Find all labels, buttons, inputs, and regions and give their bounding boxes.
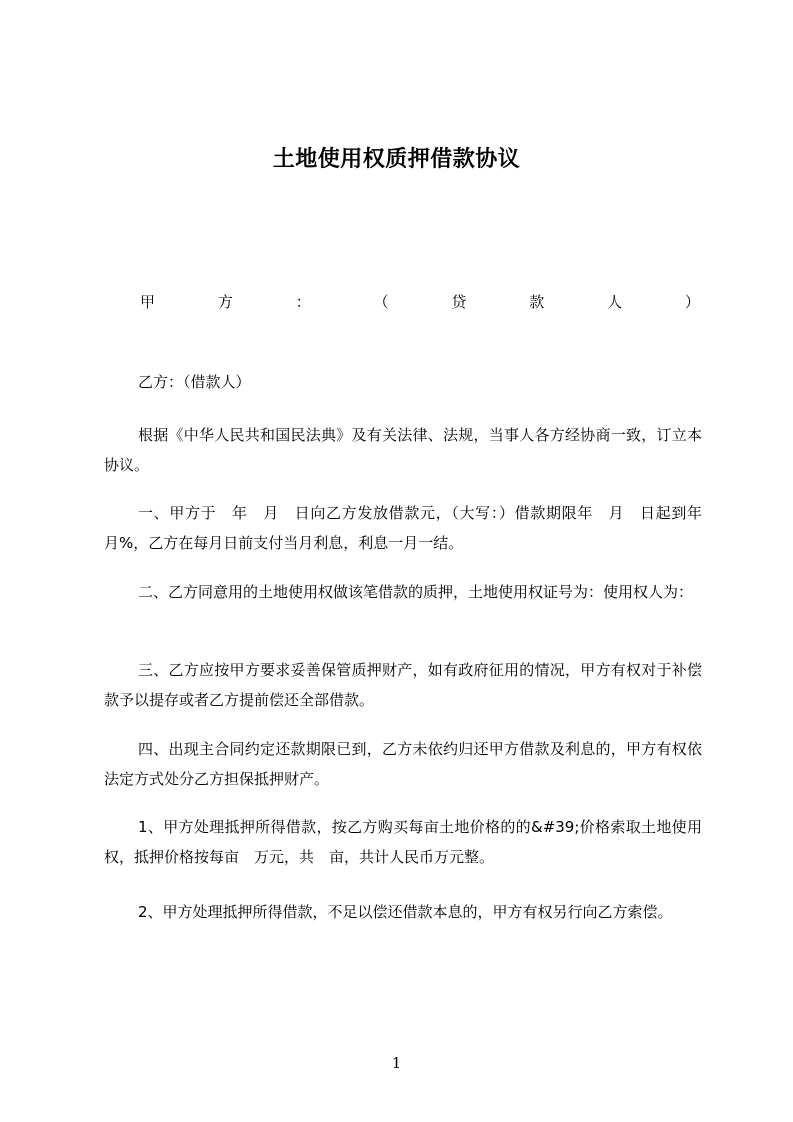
party-a-char: ）	[684, 293, 700, 311]
sub-clause-2-paragraph: 2、甲方处理抵押所得借款，不足以偿还借款本息的，甲方有权另行向乙方索偿。	[138, 903, 673, 921]
sub-clause-1-paragraph: 1、甲方处理抵押所得借款，按乙方购买每亩土地价格的的&#39;价格索取土地使用权，抵押价格按每亩 万元，共 亩，共计人民币万元整。	[104, 818, 702, 866]
party-a-char: 甲	[140, 293, 156, 311]
clause-1-paragraph: 一、甲方于 年 月 日向乙方发放借款元，（大写：）借款期限年 月 日起到年月%，乙方在每月日前支付当月利息，利息一月一结。	[104, 504, 702, 552]
document-title: 土地使用权质押借款协议	[272, 147, 521, 172]
clause-2-paragraph: 二、乙方同意用的土地使用权做该笔借款的质押，土地使用权证号为：使用权人为：	[138, 583, 694, 601]
party-a-char: ：	[295, 293, 311, 311]
party-a-line	[140, 291, 700, 312]
party-b-line: 乙方：（借款人）	[138, 373, 251, 391]
page-number: 1	[391, 1054, 402, 1072]
party-a-char: 人	[607, 293, 623, 311]
basis-paragraph: 根据《中华人民共和国民法典》及有关法律、法规，当事人各方经协商一致，订立本协议。	[104, 426, 702, 474]
party-a-char: 款	[529, 293, 545, 311]
party-a-char: 方	[217, 293, 233, 311]
clause-4-paragraph: 四、出现主合同约定还款期限已到，乙方未依约归还甲方借款及利息的，甲方有权依法定方式处分乙方担保抵押财产。	[104, 740, 702, 788]
party-a-char: 贷	[451, 293, 467, 311]
clause-3-paragraph: 三、乙方应按甲方要求妥善保管质押财产，如有政府征用的情况，甲方有权对于补偿款予以提存或者乙方提前偿还全部借款。	[104, 661, 702, 709]
party-a-char: （	[373, 293, 389, 311]
